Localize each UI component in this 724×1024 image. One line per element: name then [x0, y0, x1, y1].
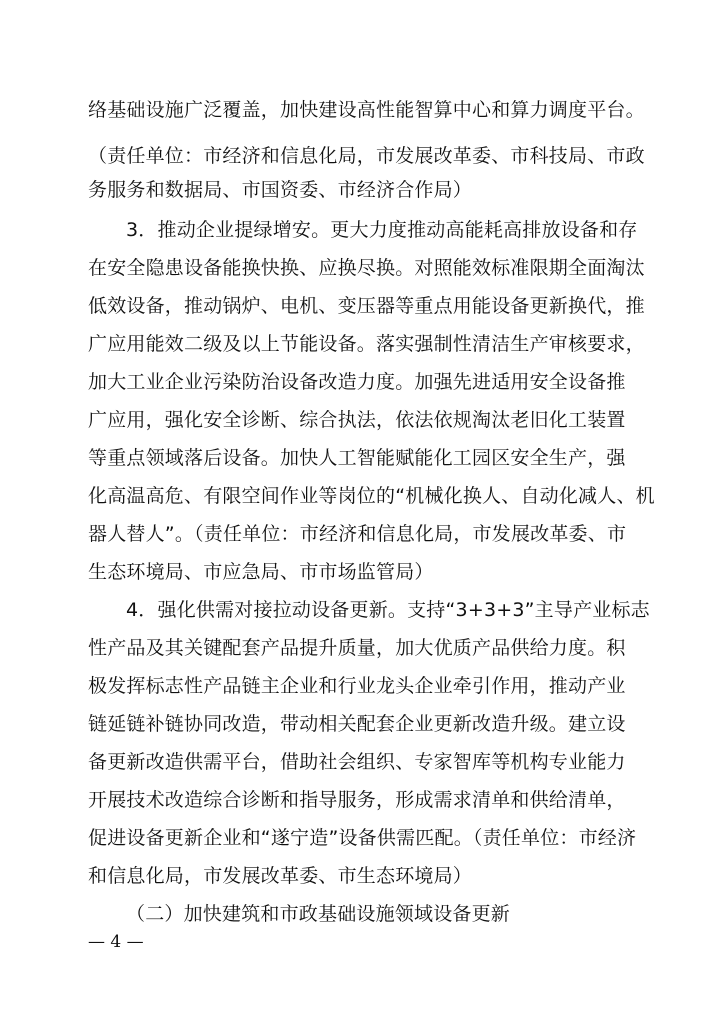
paragraph-3-heading: 3．推动企业提绿增安。更大力度推动高能耗高排放设备和存 — [126, 219, 638, 241]
body-line-12: 器人替人”。（责任单位：市经济和信息化局，市发展改革委、市 — [88, 523, 627, 545]
body-line-3: 务服务和数据局、市国资委、市经济合作局） — [88, 179, 473, 201]
body-line-20: 促进设备更新企业和“遂宁造”设备供需匹配。（责任单位：市经济 — [88, 827, 637, 849]
body-line-17: 链延链补链协同改造，带动相关配套企业更新改造升级。建立设 — [88, 713, 626, 735]
paragraph-4-heading: 4．强化供需对接拉动设备更新。支持“3+3+3”主导产业标志 — [126, 599, 650, 621]
body-line-2: （责任单位：市经济和信息化局，市发展改革委、市科技局、市政 — [88, 145, 645, 167]
body-line-5: 在安全隐患设备能换快换、应换尽换。对照能效标准限期全面淘汰 — [88, 257, 645, 279]
body-line-8: 加大工业企业污染防治设备改造力度。加强先进适用安全设备推 — [88, 371, 626, 393]
body-line-10: 等重点领域落后设备。加快人工智能赋能化工园区安全生产，强 — [88, 447, 626, 469]
body-line-18: 备更新改造供需平台，借助社会组织、专家智库等机构专业能力 — [88, 751, 626, 773]
section-heading-2: （二）加快建筑和市政基础设施领域设备更新 — [126, 903, 511, 925]
body-line-6: 低效设备，推动锅炉、电机、变压器等重点用能设备更新换代，推 — [88, 295, 645, 317]
body-line-19: 开展技术改造综合诊断和指导服务，形成需求清单和供给清单， — [88, 789, 626, 811]
body-line-11: 化高温高危、有限空间作业等岗位的“机械化换人、自动化减人、机 — [88, 485, 655, 507]
body-line-15: 性产品及其关键配套产品提升质量，加大优质产品供给力度。积 — [88, 637, 626, 659]
body-line-9: 广应用，强化安全诊断、综合执法，依法依规淘汰老旧化工装置 — [88, 409, 626, 431]
body-line-21: 和信息化局，市发展改革委、市生态环境局） — [88, 865, 473, 887]
page-number: — 4 — — [88, 932, 144, 952]
body-line-16: 极发挥标志性产品链主企业和行业龙头企业牵引作用，推动产业 — [88, 675, 626, 697]
body-line-13: 生态环境局、市应急局、市市场监管局） — [88, 561, 434, 583]
body-line-1: 络基础设施广泛覆盖，加快建设高性能智算中心和算力调度平台。 — [88, 99, 645, 121]
body-line-7: 广应用能效二级及以上节能设备。落实强制性清洁生产审核要求， — [88, 333, 645, 355]
